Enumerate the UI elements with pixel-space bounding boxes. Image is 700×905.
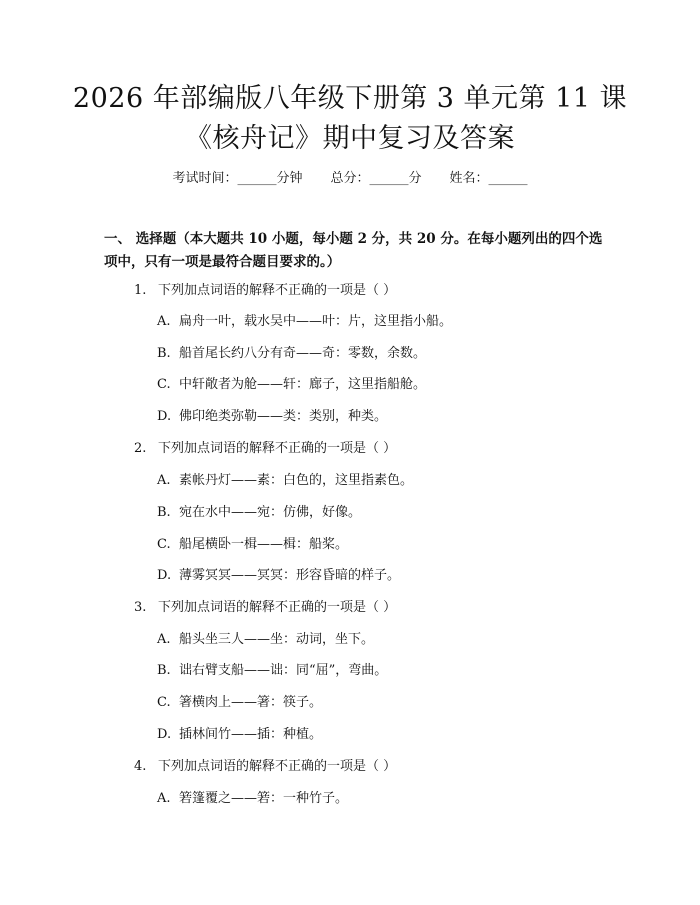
- option-letter: A.: [157, 473, 171, 488]
- option-text: 薄雾冥冥——冥冥：形容昏暗的样子。: [179, 568, 401, 583]
- question-3: [134, 599, 396, 617]
- option-letter: D.: [157, 568, 172, 583]
- section-heading-line-1: 一、 选择题（本大题共 10 小题，每小题 2 分，共 20 分。在每小题列出的四个选: [104, 231, 603, 247]
- option-text: 船头坐三人——坐：动词，坐下。: [179, 632, 375, 647]
- option-text: 佛印绝类弥勒——类：类别，种类。: [179, 409, 388, 424]
- option-text: 船首尾长约八分有奇——奇：零数，余数。: [179, 346, 427, 361]
- question-1: [134, 282, 396, 300]
- option-letter: B.: [157, 505, 171, 520]
- question-1-option-a: [157, 313, 452, 331]
- question-stem: 下列加点词语的解释不正确的一项是（ ）: [158, 441, 397, 456]
- question-2-option-c: [157, 536, 348, 554]
- option-text: 扁舟一叶，载水吴中——叶：片，这里指小船。: [179, 314, 453, 329]
- option-text: 诎右臂支船——诎：同“屈”，弯曲。: [179, 663, 388, 678]
- question-stem: 下列加点词语的解释不正确的一项是（ ）: [158, 283, 397, 298]
- question-4: [134, 758, 396, 776]
- document-title-line-1: 2026 年部编版八年级下册第 3 单元第 11 课: [72, 83, 628, 114]
- option-letter: A.: [157, 314, 171, 329]
- exam-meta-row: [0, 170, 700, 188]
- question-1-option-c: [157, 376, 426, 394]
- question-1-option-b: [157, 345, 426, 363]
- option-letter: B.: [157, 346, 171, 361]
- question-2-option-d: [157, 567, 400, 585]
- student-name-field: 姓名：______: [449, 171, 528, 186]
- question-2: [134, 440, 396, 458]
- option-text: 箸横肉上——箸：筷子。: [179, 695, 323, 710]
- total-score-field: 总分：______分: [330, 171, 422, 186]
- option-text: 中轩敞者为舱——轩：廊子，这里指船舱。: [179, 377, 427, 392]
- option-letter: C.: [157, 377, 171, 392]
- question-stem: 下列加点词语的解释不正确的一项是（ ）: [158, 759, 397, 774]
- option-letter: C.: [157, 537, 171, 552]
- option-text: 箬篷覆之——箬：一种竹子。: [179, 791, 349, 806]
- document-title-line-2: 《核舟记》期中复习及答案: [185, 123, 515, 154]
- option-letter: D.: [157, 727, 172, 742]
- question-3-option-a: [157, 631, 374, 649]
- question-3-option-c: [157, 694, 322, 712]
- question-1-option-d: [157, 408, 387, 426]
- question-number: 3.: [134, 600, 147, 615]
- option-letter: A.: [157, 791, 171, 806]
- option-text: 船尾横卧一楫——楫：船桨。: [179, 537, 349, 552]
- exam-time-field: 考试时间：______分钟: [172, 171, 303, 186]
- question-number: 1.: [134, 283, 147, 298]
- option-letter: D.: [157, 409, 172, 424]
- question-2-option-a: [157, 472, 413, 490]
- option-text: 素帐丹灯——素：白色的，这里指素色。: [179, 473, 414, 488]
- option-letter: B.: [157, 663, 171, 678]
- question-number: 2.: [134, 441, 147, 456]
- option-letter: C.: [157, 695, 171, 710]
- question-2-option-b: [157, 504, 361, 522]
- question-stem: 下列加点词语的解释不正确的一项是（ ）: [158, 600, 397, 615]
- question-number: 4.: [134, 759, 147, 774]
- option-letter: A.: [157, 632, 171, 647]
- question-4-option-a: [157, 790, 348, 808]
- section-heading-line-2: 项中，只有一项是最符合题目要求的。）: [104, 254, 341, 270]
- question-3-option-b: [157, 662, 387, 680]
- option-text: 插林间竹——插：种植。: [179, 727, 323, 742]
- option-text: 宛在水中——宛：仿佛，好像。: [179, 505, 362, 520]
- question-3-option-d: [157, 726, 322, 744]
